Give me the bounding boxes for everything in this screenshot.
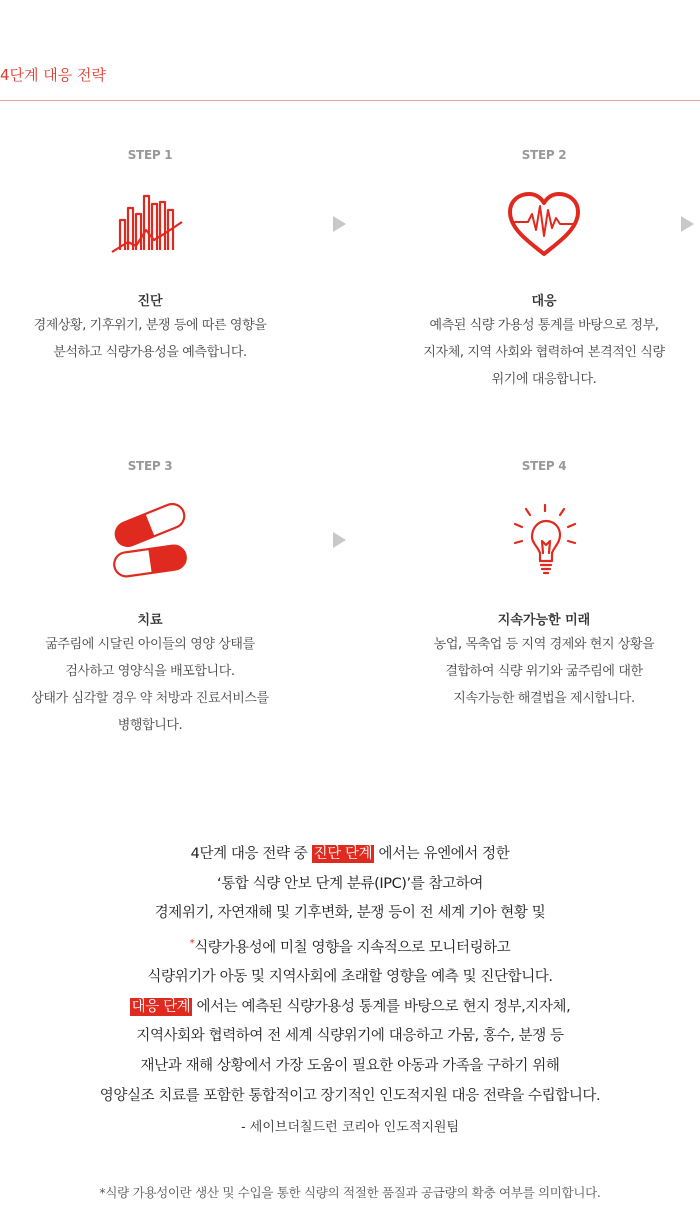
summary-line: 경제위기, 자연재해 및 기후변화, 분쟁 등이 전 세계 기아 현황 및 [154,905,546,922]
desc-line: 굶주림에 시달린 아이들의 영양 상태를 [45,637,255,652]
step-4 [394,459,694,719]
desc-line: 지속가능한 해결법을 제시합니다. [453,691,635,706]
step-label: STEP 4 [521,459,567,473]
strategy-summary [0,840,700,1111]
summary-line: 영양실조 치료를 포함한 통합적이고 장기적인 인도적지원 대응 전략을 수립합니다. [99,1087,601,1104]
summary-line: 재난과 재해 상황에서 가장 도움이 필요한 아동과 가족을 구하기 위해 [140,1057,560,1074]
summary-line: 지역사회와 협력하여 전 세계 식량위기에 대응하고 가뭄, 홍수, 분쟁 등 [136,1028,564,1045]
highlight-response: 대응 단계 [131,998,191,1015]
step-description [394,312,694,393]
step-description [394,631,694,712]
summary-text: 4단계 대응 전략 중 [190,846,312,862]
desc-line: 위기에 대응합니다. [491,372,597,387]
summary-text: 에서는 유엔에서 정한 [374,846,510,862]
desc-line: 검사하고 영양식을 배포합니다. [65,664,235,679]
summary-line [0,840,700,870]
desc-line: 병행합니다. [117,718,183,733]
summary-text: 에서는 예측된 식량가용성 통계를 바탕으로 현지 정부,지자체, [192,998,571,1015]
signature: - 세이브더칠드런 코리아 인도적지원팀 [240,1120,460,1135]
heartbeat-icon [494,190,594,270]
capsule-icon [100,503,200,583]
summary-text: 식량가용성에 미칠 영향을 지속적으로 모니터링하고 [194,939,511,956]
arrow-right-icon [333,532,346,548]
section-title: 4단계 대응 전략 [0,66,107,84]
desc-line: 예측된 식량 가용성 통계를 바탕으로 정부, [429,318,659,333]
arrow-right-icon [681,216,694,232]
footnote: *식량 가용성이란 생산 및 수입을 통한 식량의 적절한 품질과 공급량의 확충 여부를 의미합니다. [99,1185,601,1200]
step-label: STEP 2 [521,148,567,162]
step-label: STEP 3 [127,459,173,473]
desc-line: 농업, 목축업 등 지역 경제와 현지 상황을 [433,637,655,652]
desc-line: 분석하고 식량가용성을 예측합니다. [53,345,247,360]
desc-line: 지자체, 지역 사회와 협력하여 본격적인 식량 [423,345,665,360]
section-header [0,60,700,101]
summary-line [0,929,700,963]
lightbulb-icon [494,501,594,581]
arrow-right-icon [333,216,346,232]
highlight-diagnosis: 진단 단계 [313,846,373,862]
step-name: 지속가능한 미래 [497,613,591,628]
summary-line: 식량위기가 아동 및 지역사회에 초래할 영향을 예측 및 진단합니다. [147,969,553,986]
desc-line: 경제상황, 기후위기, 분쟁 등에 따른 영향을 [33,318,267,333]
step-label: STEP 1 [127,148,173,162]
step-name: 치료 [137,613,163,628]
footnote-marker: * [189,937,195,949]
desc-line: 상태가 심각할 경우 약 처방과 진료서비스를 [31,691,269,706]
summary-line [0,993,700,1023]
step-2 [394,148,694,408]
step-description [0,631,300,739]
summary-line: ‘통합 식량 안보 단계 분류(IPC)’를 참고하여 [216,875,484,892]
step-3 [0,459,300,749]
step-1 [0,148,300,378]
step-name: 대응 [531,294,557,309]
step-name: 진단 [137,294,163,309]
step-description [0,312,300,366]
chart-decline-icon [100,190,200,270]
desc-line: 결합하여 식량 위기와 굶주림에 대한 [445,664,643,679]
